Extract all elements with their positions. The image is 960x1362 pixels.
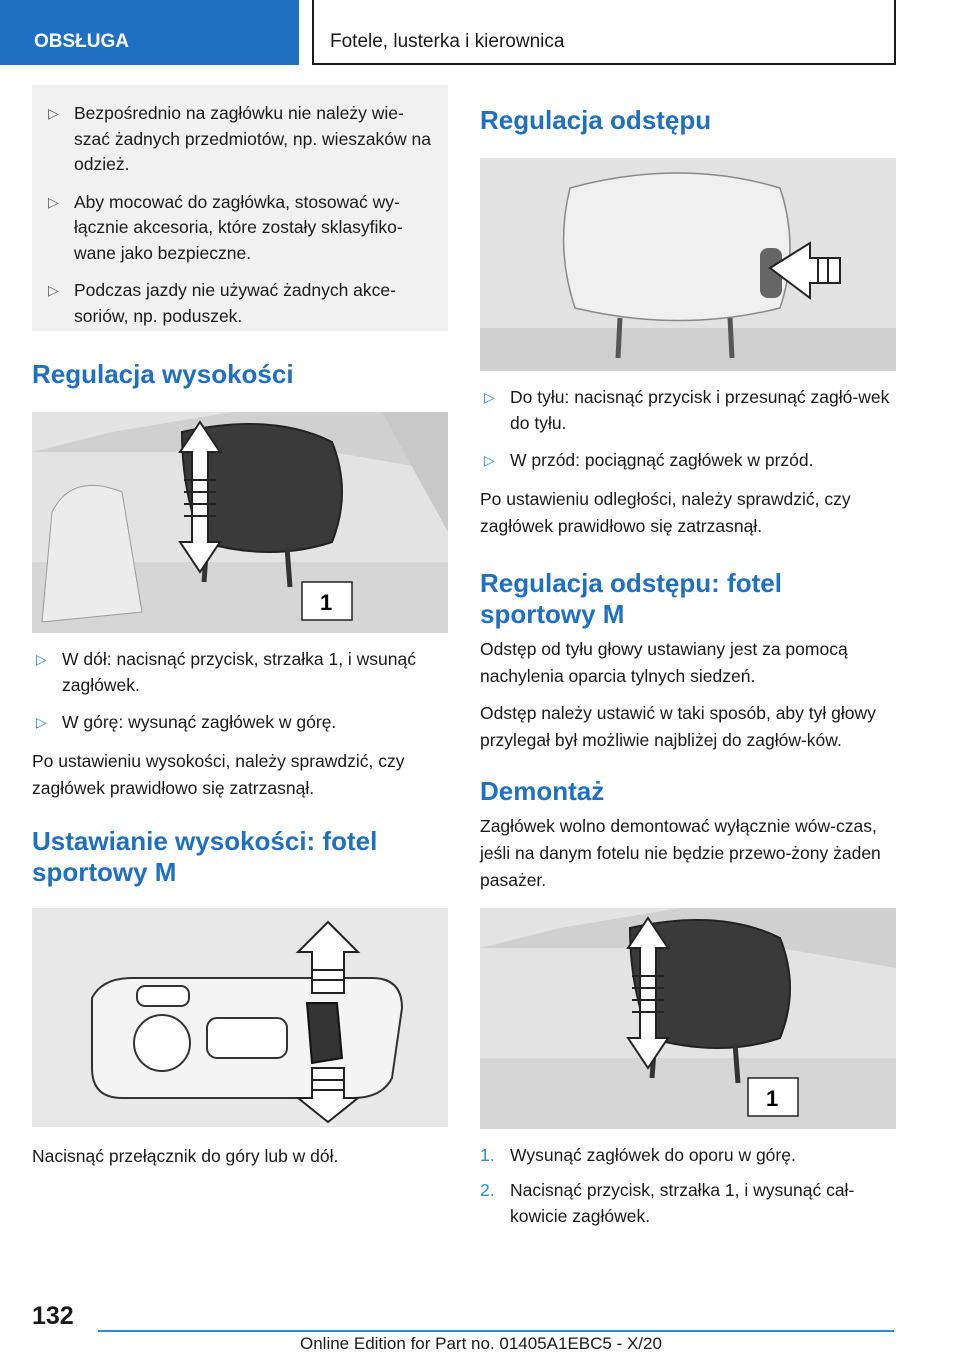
numbered-step: 1. Wysunąć zagłówek do oporu w górę. <box>480 1144 796 1165</box>
triangle-right-icon: ▷ <box>36 651 47 667</box>
heading-height: Regulacja wysokości <box>32 359 294 389</box>
heading-height-m: Ustawianie wysokości: fotel sportowy M <box>32 825 378 887</box>
headrest-removal-illustration <box>480 908 896 1129</box>
triangle-right-icon: ▷ <box>484 452 495 468</box>
triangle-right-icon: ▷ <box>48 282 59 298</box>
chapter-title: Fotele, lusterka i kierownica <box>312 0 896 65</box>
triangle-right-icon: ▷ <box>36 714 47 730</box>
left-column <box>32 85 448 1180</box>
paragraph: Zagłówek wolno demontować wyłącznie wów-czas, jeśli na danym fotelu nie będzie przewo-żony żaden pasażer. <box>480 815 881 890</box>
section-tab: OBSŁUGA <box>0 0 299 65</box>
heading-distance: Regulacja odstępu <box>480 105 712 135</box>
triangle-right-icon: ▷ <box>484 389 495 405</box>
warning-item: ▷ Bezpośrednio na zagłówku nie należy wie-szać żadnych przedmiotów, np. wieszaków na odzież. <box>48 103 431 174</box>
paragraph: Nacisnąć przełącznik do góry lub w dół. <box>32 1145 339 1166</box>
warning-item: ▷ Aby mocować do zagłówka, stosować wy-łącznie akcesoria, które zostały sklasyfiko-wane jako bezpieczne. <box>48 191 403 263</box>
edition-footer: Online Edition for Part no. 01405A1EBC5 - X/20 <box>300 1334 662 1353</box>
triangle-right-icon: ▷ <box>48 193 59 210</box>
footer-divider <box>98 1330 894 1332</box>
step-item: ▷ W dół: nacisnąć przycisk, strzałka 1, i wsunąć zagłówek. <box>36 649 417 695</box>
page-number: 132 <box>32 1302 74 1330</box>
headrest-height-illustration <box>32 412 448 633</box>
heading-distance-m: Regulacja odstępu: fotel sportowy M <box>480 567 782 629</box>
step-item: ▷ W przód: pociągnąć zagłówek w przód. <box>480 448 896 474</box>
callout-label: 1 <box>320 590 333 615</box>
paragraph: Odstęp od tyłu głowy ustawiany jest za pomocą nachylenia oparcia tylnych siedzeń. <box>480 638 848 686</box>
paragraph: Po ustawieniu wysokości, należy sprawdzić, czy zagłówek prawidłowo się zatrzasnął. <box>32 750 405 798</box>
numbered-step: 2. Nacisnąć przycisk, strzałka 1, i wysunąć cał-kowicie zagłówek. <box>480 1180 855 1226</box>
headrest-distance-illustration <box>480 158 896 371</box>
paragraph: Odstęp należy ustawić w taki sposób, aby tył głowy przylegał był możliwie najbliżej do zagłów-ków. <box>480 702 876 750</box>
callout-label: 1 <box>766 1085 779 1111</box>
step-item: ▷ Do tyłu: nacisnąć przycisk i przesunąć zagłó-wek do tyłu. <box>484 387 890 433</box>
sport-seat-switch-illustration <box>32 908 448 1127</box>
paragraph: Po ustawieniu odległości, należy sprawdzić, czy zagłówek prawidłowo się zatrzasnął. <box>480 488 851 536</box>
right-column <box>480 85 896 1239</box>
triangle-right-icon: ▷ <box>48 105 59 121</box>
step-item: ▷ W górę: wysunąć zagłówek w górę. <box>32 710 448 736</box>
warning-item: ▷ Podczas jazdy nie używać żadnych akce-soriów, np. poduszek. <box>48 280 396 326</box>
warning-box <box>32 85 448 331</box>
heading-removal: Demontaż <box>480 775 605 806</box>
